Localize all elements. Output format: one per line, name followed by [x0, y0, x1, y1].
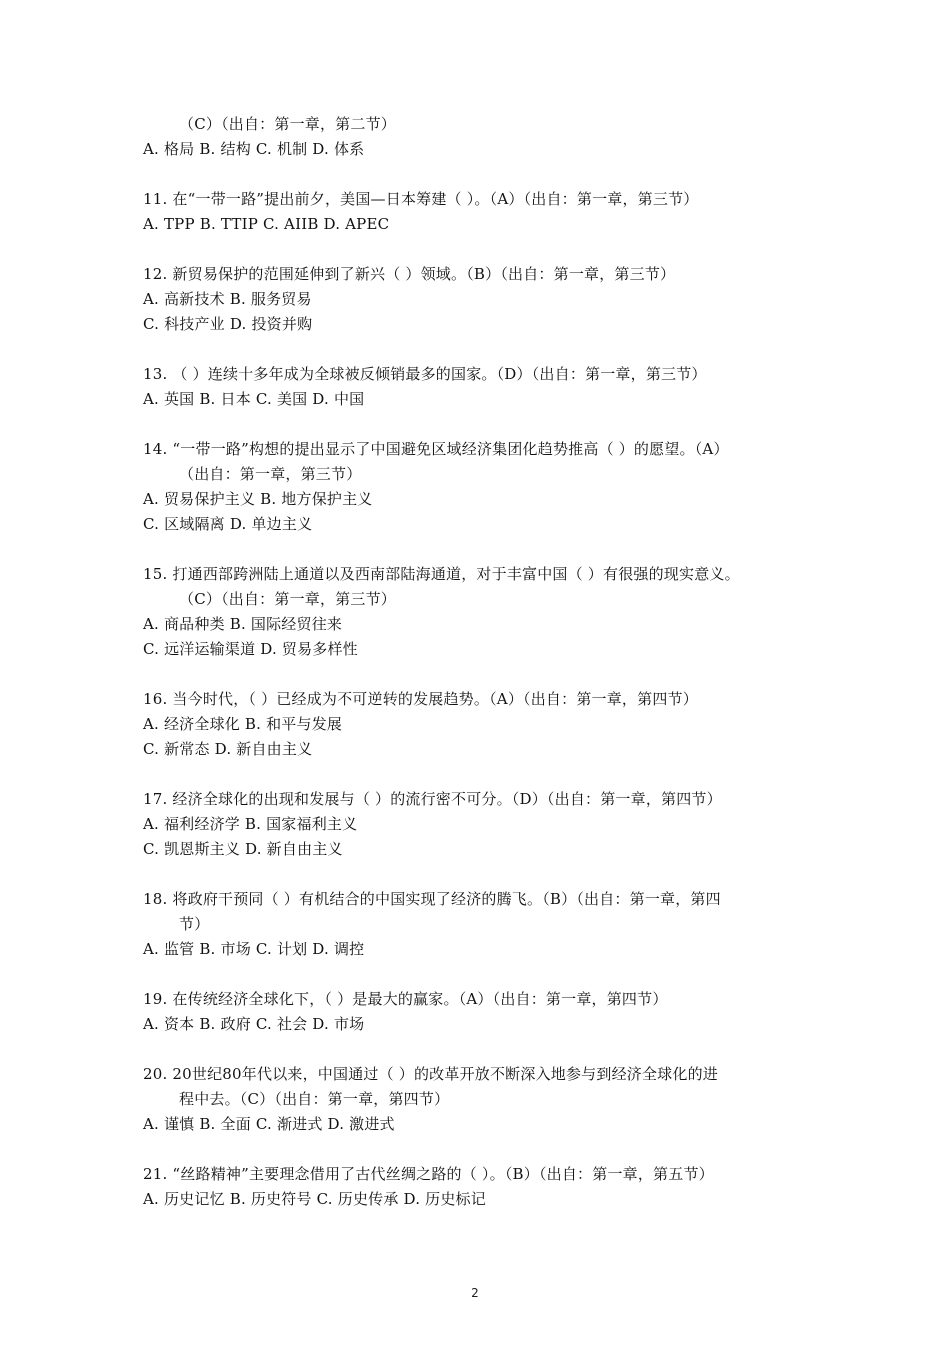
text-line: 14. “一带一路”构想的提出显示了中国避免区域经济集团化趋势推高（ ）的愿望。（A） — [143, 440, 729, 458]
text-line: C. 远洋运输渠道 D. 贸易多样性 — [143, 640, 358, 658]
text-line: 15. 打通西部跨洲陆上通道以及西南部陆海通道，对于丰富中国（ ）有很强的现实意义。 — [143, 565, 740, 583]
blank-line — [143, 337, 833, 362]
text-line: A. 高新技术 B. 服务贸易 — [143, 290, 312, 308]
text-line: A. 贸易保护主义 B. 地方保护主义 — [143, 490, 373, 508]
question-list — [143, 112, 833, 1212]
text-line: （C）（出自：第一章，第三节） — [179, 590, 396, 608]
blank-line — [143, 1037, 833, 1062]
text-line: A. TPP B. TTIP C. AIIB D. APEC — [143, 215, 390, 233]
blank-line — [143, 412, 833, 437]
text-line: C. 区域隔离 D. 单边主义 — [143, 515, 313, 533]
blank-line — [143, 962, 833, 987]
blank-line — [143, 862, 833, 887]
text-line: A. 英国 B. 日本 C. 美国 D. 中国 — [143, 390, 365, 408]
text-line: 19. 在传统经济全球化下，（ ）是最大的赢家。（A）（出自：第一章，第四节） — [143, 990, 668, 1008]
blank-line — [143, 1137, 833, 1162]
text-line: 11. 在“一带一路”提出前夕，美国—日本筹建（ ）。（A）（出自：第一章，第三节） — [143, 190, 699, 208]
text-line: 20. 20世纪80年代以来，中国通过（ ）的改革开放不断深入地参与到经济全球化的进 — [143, 1065, 718, 1083]
text-line: A. 监管 B. 市场 C. 计划 D. 调控 — [143, 940, 365, 958]
page-number: 2 — [471, 1286, 479, 1300]
blank-line — [143, 537, 833, 562]
text-line: C. 凯恩斯主义 D. 新自由主义 — [143, 840, 343, 858]
text-line: 程中去。（C）（出自：第一章，第四节） — [179, 1090, 450, 1108]
blank-line — [143, 162, 833, 187]
text-line: 16. 当今时代，（ ）已经成为不可逆转的发展趋势。（A）（出自：第一章，第四节） — [143, 690, 698, 708]
text-line: C. 科技产业 D. 投资并购 — [143, 315, 313, 333]
text-line: 13. （ ）连续十多年成为全球被反倾销最多的国家。（D）（出自：第一章，第三节） — [143, 365, 707, 383]
text-line: 12. 新贸易保护的范围延伸到了新兴（ ）领域。（B）（出自：第一章，第三节） — [143, 265, 676, 283]
text-line: A. 福利经济学 B. 国家福利主义 — [143, 815, 358, 833]
blank-line — [143, 662, 833, 687]
text-line: 17. 经济全球化的出现和发展与（ ）的流行密不可分。（D）（出自：第一章，第四节） — [143, 790, 722, 808]
text-line: C. 新常态 D. 新自由主义 — [143, 740, 313, 758]
text-line: （C）（出自：第一章，第二节） — [179, 115, 396, 133]
text-line: A. 经济全球化 B. 和平与发展 — [143, 715, 343, 733]
text-line: A. 历史记忆 B. 历史符号 C. 历史传承 D. 历史标记 — [143, 1190, 486, 1208]
text-line: 18. 将政府干预同（ ）有机结合的中国实现了经济的腾飞。（B）（出自：第一章，第四 — [143, 890, 721, 908]
blank-line — [143, 762, 833, 787]
text-line: A. 格局 B. 结构 C. 机制 D. 体系 — [143, 140, 365, 158]
text-line: 节） — [179, 915, 210, 933]
text-line: A. 谨慎 B. 全面 C. 渐进式 D. 激进式 — [143, 1115, 395, 1133]
text-line: A. 商品种类 B. 国际经贸往来 — [143, 615, 343, 633]
blank-line — [143, 237, 833, 262]
text-line: 21. “丝路精神”主要理念借用了古代丝绸之路的（ ）。（B）（出自：第一章，第五节） — [143, 1165, 714, 1183]
text-line: A. 资本 B. 政府 C. 社会 D. 市场 — [143, 1015, 365, 1033]
text-line: （出自：第一章，第三节） — [179, 465, 362, 483]
